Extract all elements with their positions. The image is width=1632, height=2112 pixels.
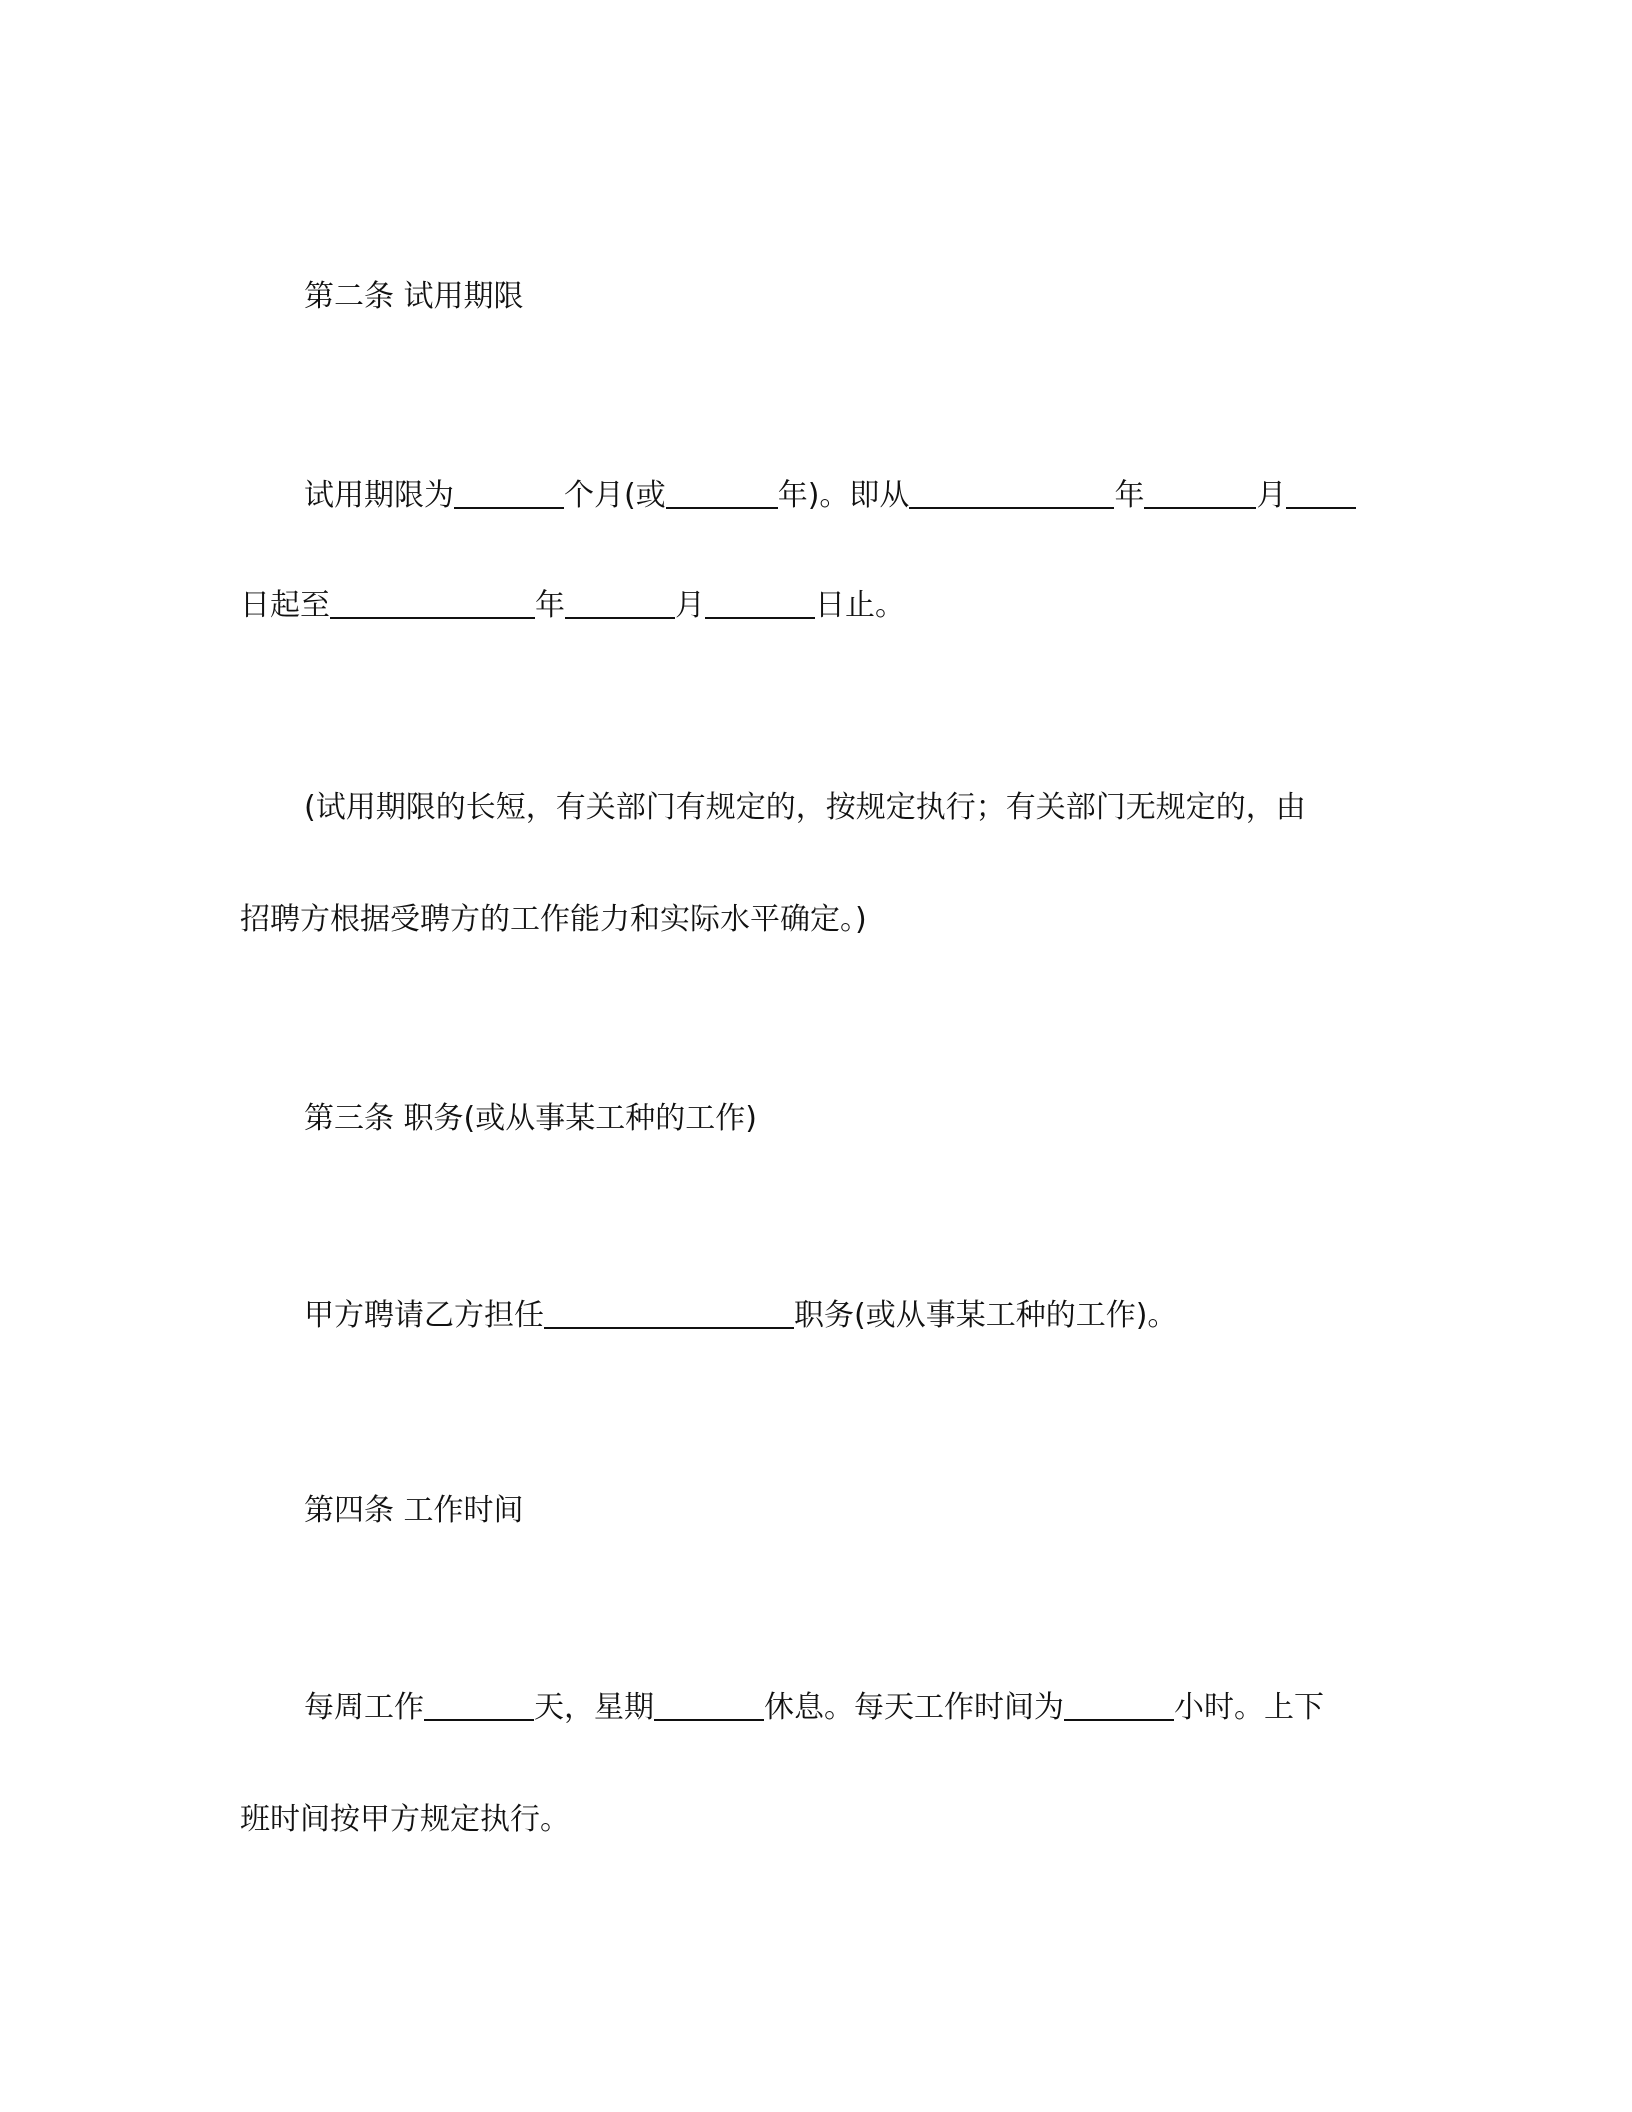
text-segment: 个月(或: [564, 478, 666, 513]
blank-work-days: [424, 1689, 534, 1721]
text-segment: 小时。上下: [1174, 1690, 1324, 1725]
article-4-paragraph-line-2: 班时间按甲方规定执行。: [240, 1802, 570, 1837]
blank-end-year: [330, 587, 535, 619]
article-2-paragraph-line-1: [304, 476, 1356, 516]
article-2-heading: 第二条 试用期限: [304, 279, 524, 314]
article-2-paragraph-line-2: [240, 586, 905, 626]
blank-years: [666, 477, 778, 509]
article-3-paragraph: [304, 1296, 1177, 1336]
article-2-note-line-1: (试用期限的长短，有关部门有规定的，按规定执行；有关部门无规定的，由: [304, 790, 1306, 825]
text-segment: 年)。即从: [777, 478, 910, 513]
text-segment: 年: [535, 588, 565, 623]
text-segment: 月: [675, 588, 705, 623]
text-segment: 每周工作: [304, 1690, 424, 1725]
text-segment: 日起至: [240, 588, 330, 623]
text-segment: 甲方聘请乙方担任: [304, 1298, 544, 1333]
blank-end-day: [705, 587, 815, 619]
text-segment: 日止。: [815, 588, 905, 623]
article-2-note-line-2: 招聘方根据受聘方的工作能力和实际水平确定。): [240, 902, 867, 937]
text-segment: 月: [1256, 478, 1287, 513]
blank-start-month: [1144, 477, 1256, 509]
blank-rest-day: [654, 1689, 764, 1721]
text-segment: 试用期限为: [304, 478, 454, 513]
blank-work-hours: [1064, 1689, 1174, 1721]
blank-start-year: [909, 477, 1114, 509]
blank-months: [454, 477, 564, 509]
blank-start-day: [1286, 477, 1356, 509]
blank-end-month: [565, 587, 675, 619]
text-segment: 天，星期: [534, 1690, 654, 1725]
text-segment: 休息。每天工作时间为: [764, 1690, 1064, 1725]
article-4-paragraph-line-1: [304, 1688, 1324, 1728]
blank-position: [544, 1297, 794, 1329]
article-3-heading: 第三条 职务(或从事某工种的工作): [304, 1101, 757, 1136]
text-segment: 职务(或从事某工种的工作)。: [794, 1298, 1178, 1333]
text-segment: 年: [1114, 478, 1145, 513]
article-4-heading: 第四条 工作时间: [304, 1493, 524, 1528]
